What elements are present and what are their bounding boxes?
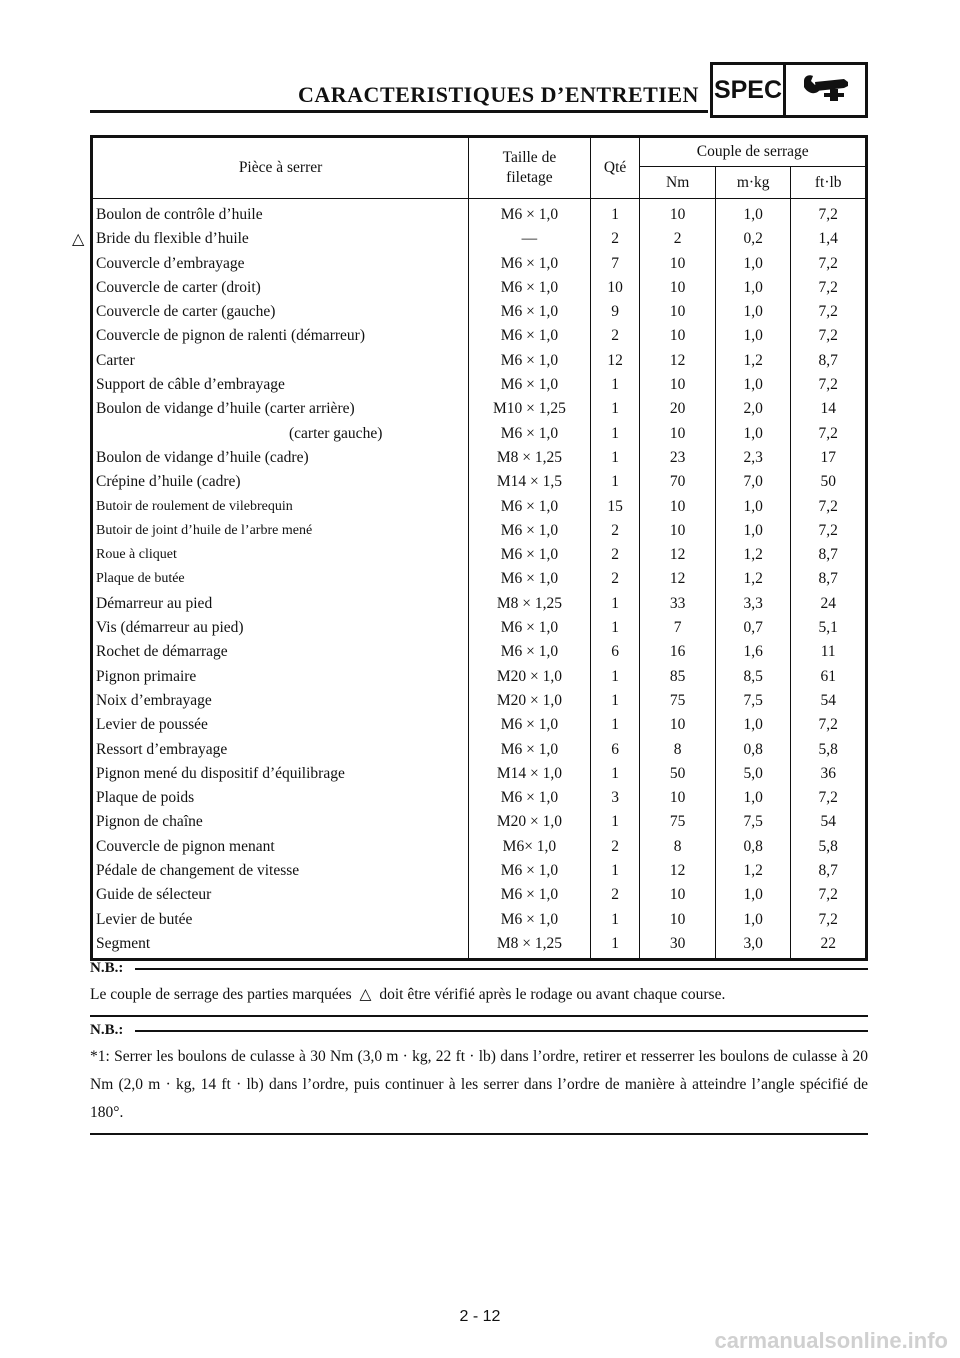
mkg-cell: 1,0 (715, 422, 791, 446)
ftlb-cell: 5,8 (791, 738, 867, 762)
qty-cell: 2 (590, 543, 640, 567)
qty-cell: 1 (590, 397, 640, 421)
ftlb-cell: 5,8 (791, 835, 867, 859)
thread-cell: M6 × 1,0 (469, 324, 591, 348)
table-row (92, 422, 867, 446)
note-2-header (90, 1022, 868, 1039)
nm-cell: 10 (640, 199, 715, 228)
mkg-cell: 0,7 (715, 616, 791, 640)
mkg-cell: 1,2 (715, 543, 791, 567)
qty-cell: 6 (590, 738, 640, 762)
part-cell: Levier de poussée (92, 713, 469, 737)
table-row (92, 397, 867, 421)
thread-cell: M6 × 1,0 (469, 252, 591, 276)
part-cell: Pignon de chaîne (92, 810, 469, 834)
mkg-cell: 7,5 (715, 689, 791, 713)
mkg-cell: 1,0 (715, 495, 791, 519)
ftlb-cell: 61 (791, 665, 867, 689)
qty-cell: 1 (590, 199, 640, 228)
note-2-bottom-rule (90, 1133, 868, 1135)
header-nm: Nm (640, 167, 715, 199)
table-row (92, 300, 867, 324)
thread-cell: M8 × 1,25 (469, 932, 591, 960)
mkg-cell: 2,3 (715, 446, 791, 470)
torque-table (90, 135, 868, 961)
watermark: carmanualsonline.info (714, 1328, 948, 1353)
page-header (90, 60, 868, 122)
qty-cell: 7 (590, 252, 640, 276)
note-1 (90, 960, 868, 1017)
spec-label: SPEC (710, 62, 786, 118)
qty-cell: 3 (590, 786, 640, 810)
thread-cell: M8 × 1,25 (469, 592, 591, 616)
qty-cell: 1 (590, 616, 640, 640)
thread-cell: M6 × 1,0 (469, 908, 591, 932)
part-cell: (carter gauche) (92, 422, 469, 446)
mkg-cell: 1,2 (715, 859, 791, 883)
part-cell: Vis (démarreur au pied) (92, 616, 469, 640)
qty-cell: 15 (590, 495, 640, 519)
table-row (92, 640, 867, 664)
qty-cell: 9 (590, 300, 640, 324)
part-cell: Boulon de contrôle d’huile (92, 199, 469, 228)
table-row (92, 199, 867, 228)
part-cell: Butoir de joint d’huile de l’arbre mené (92, 519, 469, 543)
part-cell: Support de câble d’embrayage (92, 373, 469, 397)
thread-cell: M6 × 1,0 (469, 713, 591, 737)
nm-cell: 10 (640, 324, 715, 348)
qty-cell: 1 (590, 592, 640, 616)
nm-cell: 10 (640, 713, 715, 737)
qty-cell: 1 (590, 470, 640, 494)
thread-cell: M6× 1,0 (469, 835, 591, 859)
nm-cell: 10 (640, 373, 715, 397)
thread-cell: M6 × 1,0 (469, 422, 591, 446)
qty-cell: 1 (590, 932, 640, 960)
thread-cell: M14 × 1,0 (469, 762, 591, 786)
mkg-cell: 7,0 (715, 470, 791, 494)
table-row (92, 786, 867, 810)
mkg-cell: 8,5 (715, 665, 791, 689)
part-cell: Segment (92, 932, 469, 960)
nm-cell: 8 (640, 835, 715, 859)
table-row (92, 519, 867, 543)
nm-cell: 12 (640, 349, 715, 373)
qty-cell: 1 (590, 373, 640, 397)
part-cell: Couvercle de pignon de ralenti (démarreur) (92, 324, 469, 348)
table-row (92, 592, 867, 616)
part-cell: Rochet de démarrage (92, 640, 469, 664)
ftlb-cell: 8,7 (791, 567, 867, 591)
nm-cell: 10 (640, 908, 715, 932)
table-row (92, 470, 867, 494)
mkg-cell: 0,8 (715, 835, 791, 859)
mkg-cell: 5,0 (715, 762, 791, 786)
note-2-rule (135, 1030, 868, 1032)
thread-cell: M20 × 1,0 (469, 689, 591, 713)
nm-cell: 33 (640, 592, 715, 616)
ftlb-cell: 1,4 (791, 227, 867, 251)
ftlb-cell: 11 (791, 640, 867, 664)
table-row (92, 349, 867, 373)
note-1-text-before: Le couple de serrage des parties marquées (90, 986, 356, 1003)
part-cell: Démarreur au pied (92, 592, 469, 616)
table-row (92, 932, 867, 960)
table-row (92, 689, 867, 713)
mkg-cell: 3,0 (715, 932, 791, 960)
part-cell: Couvercle de pignon menant (92, 835, 469, 859)
nm-cell: 10 (640, 883, 715, 907)
note-1-text (90, 981, 868, 1009)
nm-cell: 2 (640, 227, 715, 251)
triangle-mark-icon: △ (359, 986, 372, 1003)
ftlb-cell: 36 (791, 762, 867, 786)
part-cell: Bride du flexible d’huile (92, 227, 469, 251)
thread-cell: M6 × 1,0 (469, 567, 591, 591)
mkg-cell: 1,2 (715, 349, 791, 373)
ftlb-cell: 8,7 (791, 543, 867, 567)
triangle-mark-icon: △ (72, 231, 85, 249)
table-row (92, 252, 867, 276)
qty-cell: 1 (590, 810, 640, 834)
thread-cell: — (469, 227, 591, 251)
qty-cell: 2 (590, 883, 640, 907)
mkg-cell: 2,0 (715, 397, 791, 421)
nm-cell: 8 (640, 738, 715, 762)
table-row (92, 495, 867, 519)
mkg-cell: 1,0 (715, 199, 791, 228)
part-cell: Boulon de vidange d’huile (cadre) (92, 446, 469, 470)
thread-cell: M6 × 1,0 (469, 738, 591, 762)
mkg-cell: 0,8 (715, 738, 791, 762)
thread-cell: M6 × 1,0 (469, 300, 591, 324)
ftlb-cell: 7,2 (791, 908, 867, 932)
mkg-cell: 1,0 (715, 883, 791, 907)
mkg-cell: 1,0 (715, 908, 791, 932)
mkg-cell: 1,0 (715, 324, 791, 348)
qty-cell: 1 (590, 713, 640, 737)
ftlb-cell: 7,2 (791, 199, 867, 228)
qty-cell: 10 (590, 276, 640, 300)
page-number: 2 - 12 (459, 1308, 501, 1325)
header-thread-text: Taille de filetage (502, 149, 557, 186)
nm-cell: 20 (640, 397, 715, 421)
qty-cell: 1 (590, 859, 640, 883)
thread-cell: M6 × 1,0 (469, 616, 591, 640)
qty-cell: 1 (590, 665, 640, 689)
nm-cell: 10 (640, 276, 715, 300)
table-row (92, 567, 867, 591)
ftlb-cell: 7,2 (791, 713, 867, 737)
nm-cell: 23 (640, 446, 715, 470)
thread-cell: M6 × 1,0 (469, 543, 591, 567)
ftlb-cell: 22 (791, 932, 867, 960)
part-cell: Boulon de vidange d’huile (carter arrière) (92, 397, 469, 421)
qty-cell: 2 (590, 324, 640, 348)
note-1-label: N.B.: (90, 960, 124, 976)
nm-cell: 12 (640, 859, 715, 883)
ftlb-cell: 7,2 (791, 422, 867, 446)
mkg-cell: 1,0 (715, 373, 791, 397)
thread-cell: M8 × 1,25 (469, 446, 591, 470)
mkg-cell: 0,2 (715, 227, 791, 251)
nm-cell: 85 (640, 665, 715, 689)
qty-cell: 2 (590, 567, 640, 591)
part-cell: Pignon primaire (92, 665, 469, 689)
ftlb-cell: 24 (791, 592, 867, 616)
mkg-cell: 1,0 (715, 300, 791, 324)
qty-cell: 1 (590, 762, 640, 786)
nm-cell: 10 (640, 519, 715, 543)
table-row (92, 665, 867, 689)
thread-cell: M20 × 1,0 (469, 665, 591, 689)
ftlb-cell: 7,2 (791, 373, 867, 397)
part-cell: Couvercle de carter (droit) (92, 276, 469, 300)
part-cell: Pignon mené du dispositif d’équilibrage (92, 762, 469, 786)
nm-cell: 7 (640, 616, 715, 640)
table-row (92, 276, 867, 300)
part-cell: Plaque de butée (92, 567, 469, 591)
part-cell: Couvercle d’embrayage (92, 252, 469, 276)
torque-table-body (92, 199, 867, 960)
qty-cell: 1 (590, 908, 640, 932)
part-cell: Plaque de poids (92, 786, 469, 810)
part-cell: Levier de butée (92, 908, 469, 932)
table-row (92, 543, 867, 567)
ftlb-cell: 54 (791, 810, 867, 834)
ftlb-cell: 7,2 (791, 519, 867, 543)
header-torque: Couple de serrage (640, 137, 867, 167)
qty-cell: 12 (590, 349, 640, 373)
nm-cell: 12 (640, 567, 715, 591)
thread-cell: M6 × 1,0 (469, 786, 591, 810)
note-1-bottom-rule (90, 1015, 868, 1017)
ftlb-cell: 7,2 (791, 324, 867, 348)
table-row (92, 859, 867, 883)
mkg-cell: 3,3 (715, 592, 791, 616)
qty-cell: 6 (590, 640, 640, 664)
table-row (92, 835, 867, 859)
part-cell: Guide de sélecteur (92, 883, 469, 907)
ftlb-cell: 7,2 (791, 276, 867, 300)
part-cell: Pédale de changement de vitesse (92, 859, 469, 883)
nm-cell: 50 (640, 762, 715, 786)
part-cell: Couvercle de carter (gauche) (92, 300, 469, 324)
qty-cell: 1 (590, 422, 640, 446)
note-2 (90, 1022, 868, 1135)
mkg-cell: 1,0 (715, 786, 791, 810)
nm-cell: 10 (640, 252, 715, 276)
section-title: CARACTERISTIQUES D’ENTRETIEN (298, 82, 699, 107)
part-cell: Ressort d’embrayage (92, 738, 469, 762)
thread-cell: M6 × 1,0 (469, 640, 591, 664)
mkg-cell: 1,2 (715, 567, 791, 591)
thread-cell: M6 × 1,0 (469, 495, 591, 519)
ftlb-cell: 14 (791, 397, 867, 421)
thread-cell: M14 × 1,5 (469, 470, 591, 494)
ftlb-cell: 7,2 (791, 300, 867, 324)
note-2-label: N.B.: (90, 1022, 124, 1038)
thread-cell: M6 × 1,0 (469, 199, 591, 228)
ftlb-cell: 50 (791, 470, 867, 494)
qty-cell: 2 (590, 227, 640, 251)
header-rule (90, 110, 708, 113)
table-row (92, 810, 867, 834)
table-row (92, 446, 867, 470)
wrench-icon (786, 62, 868, 118)
header-qty: Qté (590, 137, 640, 199)
mkg-cell: 7,5 (715, 810, 791, 834)
mkg-cell: 1,0 (715, 519, 791, 543)
thread-cell: M6 × 1,0 (469, 859, 591, 883)
table-row (92, 373, 867, 397)
note-1-rule (135, 968, 868, 970)
nm-cell: 10 (640, 786, 715, 810)
ftlb-cell: 5,1 (791, 616, 867, 640)
thread-cell: M6 × 1,0 (469, 276, 591, 300)
ftlb-cell: 7,2 (791, 252, 867, 276)
part-cell: Crépine d’huile (cadre) (92, 470, 469, 494)
table-row (92, 713, 867, 737)
table-row (92, 883, 867, 907)
header-ftlb: ft·lb (791, 167, 867, 199)
qty-cell: 2 (590, 835, 640, 859)
nm-cell: 75 (640, 810, 715, 834)
mkg-cell: 1,0 (715, 713, 791, 737)
part-cell: Carter (92, 349, 469, 373)
header-part: Pièce à serrer (92, 137, 469, 199)
part-cell: Butoir de roulement de vilebrequin (92, 495, 469, 519)
ftlb-cell: 8,7 (791, 349, 867, 373)
thread-cell: M6 × 1,0 (469, 519, 591, 543)
part-cell: Noix d’embrayage (92, 689, 469, 713)
ftlb-cell: 7,2 (791, 495, 867, 519)
thread-cell: M10 × 1,25 (469, 397, 591, 421)
nm-cell: 70 (640, 470, 715, 494)
table-row (92, 738, 867, 762)
table-row (92, 908, 867, 932)
ftlb-cell: 8,7 (791, 859, 867, 883)
nm-cell: 10 (640, 300, 715, 324)
nm-cell: 12 (640, 543, 715, 567)
nm-cell: 10 (640, 422, 715, 446)
nm-cell: 10 (640, 495, 715, 519)
table-row (92, 324, 867, 348)
part-cell: Roue à cliquet (92, 543, 469, 567)
note-1-text-after: doit être vérifié après le rodage ou avant chaque course. (375, 986, 726, 1003)
thread-cell: M6 × 1,0 (469, 349, 591, 373)
ftlb-cell: 54 (791, 689, 867, 713)
qty-cell: 2 (590, 519, 640, 543)
header-mkg: m·kg (715, 167, 791, 199)
wrench-icon-graphic (800, 73, 852, 107)
table-row (92, 227, 867, 251)
note-1-header (90, 960, 868, 977)
thread-cell: M6 × 1,0 (469, 373, 591, 397)
ftlb-cell: 17 (791, 446, 867, 470)
note-2-text: *1: Serrer les boulons de culasse à 30 Nm (3,0 m · kg, 22 ft · lb) dans l’ordre, retirer et resserrer les boulons de culasse à 20 Nm (2,0 m · kg, 14 ft · lb) dans l’ordre, puis continuer à les serrer dans l’ordre de manière à atteindre l’angle spécifié de 180°. (90, 1048, 868, 1121)
nm-cell: 30 (640, 932, 715, 960)
nm-cell: 16 (640, 640, 715, 664)
table-row (92, 762, 867, 786)
mkg-cell: 1,0 (715, 276, 791, 300)
ftlb-cell: 7,2 (791, 883, 867, 907)
mkg-cell: 1,6 (715, 640, 791, 664)
qty-cell: 1 (590, 689, 640, 713)
mkg-cell: 1,0 (715, 252, 791, 276)
header-thread (469, 137, 591, 199)
qty-cell: 1 (590, 446, 640, 470)
thread-cell: M20 × 1,0 (469, 810, 591, 834)
nm-cell: 75 (640, 689, 715, 713)
ftlb-cell: 7,2 (791, 786, 867, 810)
table-row (92, 616, 867, 640)
thread-cell: M6 × 1,0 (469, 883, 591, 907)
